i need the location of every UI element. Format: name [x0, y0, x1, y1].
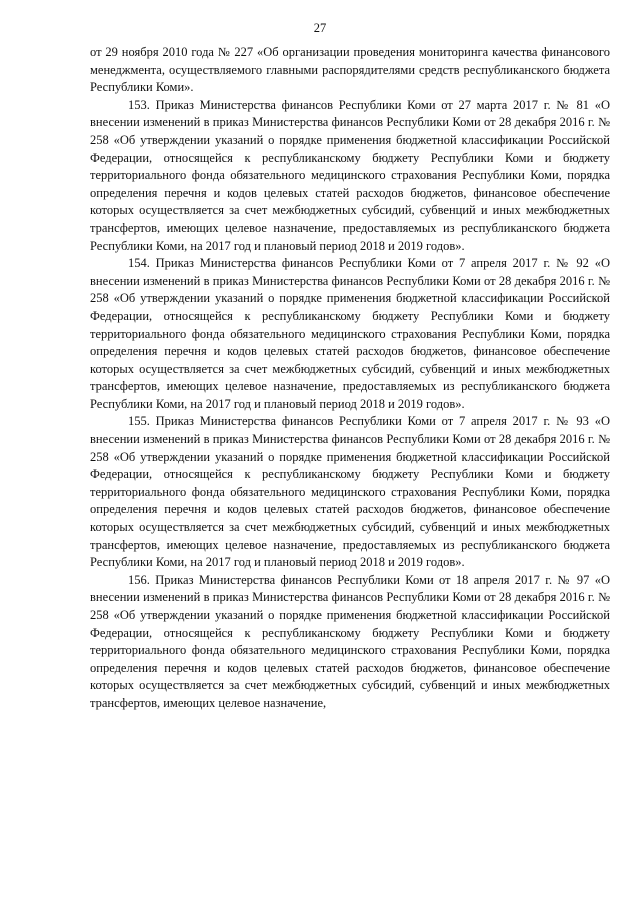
paragraph-item-156: 156. Приказ Министерства финансов Республики Коми от 18 апреля 2017 г. № 97 «О внесении изменений в приказ Министерства финансов Республики Коми от 28 декабря 2016 г. № 258 «Об утверждении указаний о порядке применения бюджетной классификации Российской Федерации, относящейся к республиканскому бюджету Республики Коми и бюджету территориального фонда обязательного медицинского страхования Республики Коми, порядка определения перечня и кодов целевых статей расходов бюджетов, финансовое обеспечение которых осуществляется за счет межбюджетных субсидий, субвенций и иных межбюджетных трансфертов, имеющих целевое назначение,: [90, 572, 610, 710]
paragraph-item-154: 154. Приказ Министерства финансов Республики Коми от 7 апреля 2017 г. № 92 «О внесении изменений в приказ Министерства финансов Республики Коми от 28 декабря 2016 г. № 258 «Об утверждении указаний о порядке применения бюджетной классификации Российской Федерации, относящейся к республиканскому бюджету Республики Коми и бюджету территориального фонда обязательного медицинского страхования Республики Коми, порядка определения перечня и кодов целевых статей расходов бюджетов, финансовое обеспечение которых осуществляется за счет межбюджетных субсидий, субвенций и иных межбюджетных трансфертов, имеющих целевое назначение, предоставляемых из республиканского бюджета Республики Коми, на 2017 год и плановый период 2018 и 2019 годов».: [90, 256, 610, 411]
document-body: [90, 44, 610, 713]
page-number: 27: [313, 21, 327, 35]
paragraph-item-155: 155. Приказ Министерства финансов Республики Коми от 7 апреля 2017 г. № 93 «О внесении изменений в приказ Министерства финансов Республики Коми от 28 декабря 2016 г. № 258 «Об утверждении указаний о порядке применения бюджетной классификации Российской Федерации, относящейся к республиканскому бюджету Республики Коми и бюджету территориального фонда обязательного медицинского страхования Республики Коми, порядка определения перечня и кодов целевых статей расходов бюджетов, финансовое обеспечение которых осуществляется за счет межбюджетных субсидий, субвенций и иных межбюджетных трансфертов, имеющих целевое назначение, предоставляемых из республиканского бюджета Республики Коми, на 2017 год и плановый период 2018 и 2019 годов».: [90, 414, 610, 570]
paragraph-item-153: 153. Приказ Министерства финансов Республики Коми от 27 марта 2017 г. № 81 «О внесении изменений в приказ Министерства финансов Республики Коми от 28 декабря 2016 г. № 258 «Об утверждении указаний о порядке применения бюджетной классификации Российской Федерации, относящейся к республиканскому бюджету Республики Коми и бюджету территориального фонда обязательного медицинского страхования Республики Коми, порядка определения перечня и кодов целевых статей расходов бюджетов, финансовое обеспечение которых осуществляется за счет межбюджетных субсидий, субвенций и иных межбюджетных трансфертов, имеющих целевое назначение, предоставляемых из республиканского бюджета Республики Коми, на 2017 год и плановый период 2018 и 2019 годов».: [90, 97, 610, 253]
paragraph-continuation: от 29 ноября 2010 года № 227 «Об организации проведения мониторинга качества финансового менеджмента, осуществляемого главными распорядителями средств республиканского бюджета Республики Коми».: [90, 45, 610, 95]
